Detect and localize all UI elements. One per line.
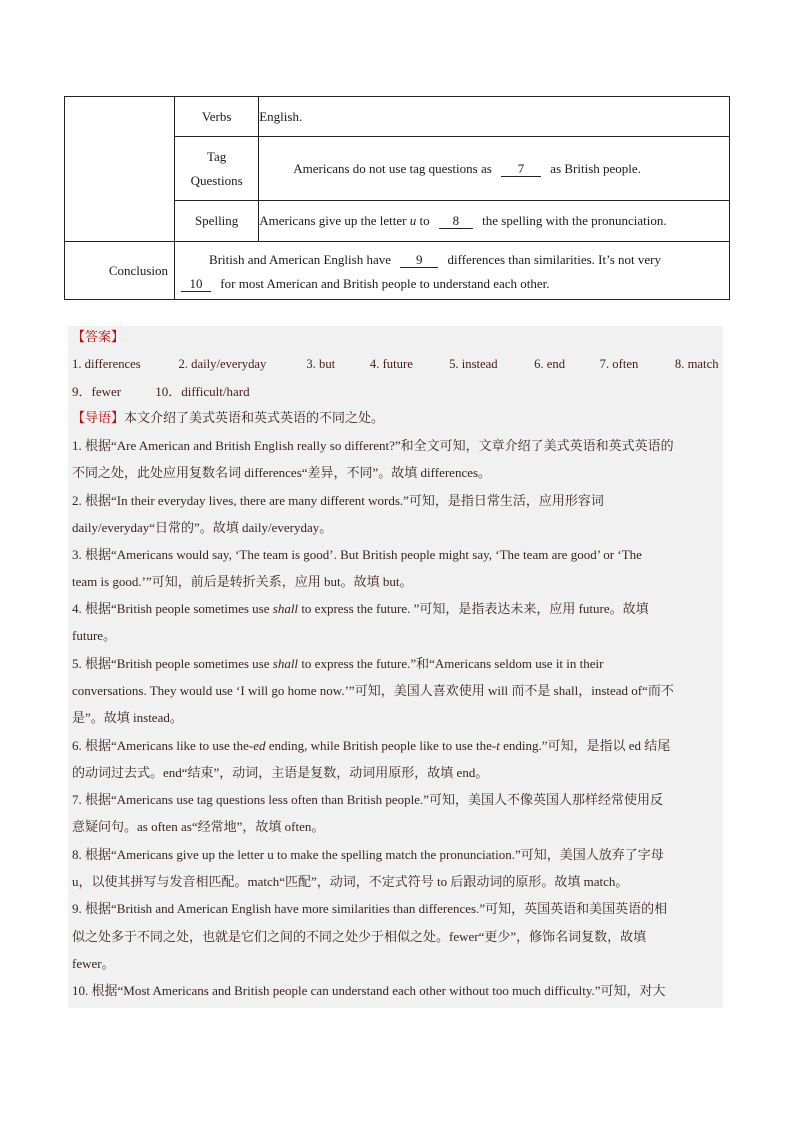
- answer-item: 3. but: [306, 356, 336, 371]
- row-label-verbs: Verbs: [175, 97, 259, 137]
- row-content-verbs: English.: [259, 97, 730, 137]
- sentence-text: as British people.: [550, 160, 641, 176]
- guide-label: 【导语】: [72, 411, 125, 426]
- blank-9: 9: [400, 252, 438, 268]
- sentence-text: for most American and British people to understand each other.: [220, 275, 550, 291]
- blank-10: 10: [181, 276, 211, 292]
- table-row: [65, 97, 730, 137]
- explanation-line: fewer。: [72, 956, 115, 971]
- line-part: to express the future.”和“Americans seldom use it in their: [298, 656, 604, 671]
- answer-item: 1. differences: [72, 356, 141, 371]
- line-part: 4. 根据“British people sometimes use: [72, 601, 273, 616]
- conclusion-text: [175, 246, 729, 296]
- explanation-line: team is good.’”可知，前后是转折关系，应用 but。故填 but。: [72, 574, 413, 589]
- explanation-line: 8. 根据“Americans give up the letter u to make the spelling match the pronunciation.”可知，美国人放弃了字母: [72, 847, 664, 862]
- explanation-line: [72, 736, 670, 756]
- empty-category-cell: [65, 97, 175, 242]
- explanation-line: 9. 根据“British and American English have more similarities than differences.”可知，英国英语和美国英语的相: [72, 901, 668, 916]
- comparison-table: [64, 96, 730, 300]
- row-label-spelling: Spelling: [175, 201, 259, 242]
- explanation-line: conversations. They would use ‘I will go home now.’”可知，美国人喜欢使用 will 而不是 shall，instead of“而不: [72, 683, 674, 698]
- sentence-text: Americans do not use tag questions as: [293, 160, 492, 176]
- line-part: to express the future. ”可知，是指表达未来，应用 future。故填: [298, 601, 649, 616]
- label-line: Tag: [206, 148, 227, 164]
- sentence-text: differences than similarities. It’s not very: [447, 251, 661, 267]
- explanation-line: 3. 根据“Americans would say, ‘The team is good’. But British people might say, ‘The team are good’ or ‘The: [72, 547, 642, 562]
- explanation-line: 不同之处，此处应用复数名词 differences“差异，不同”。故填 differences。: [72, 465, 492, 480]
- line-part-italic: shall: [272, 601, 299, 616]
- sentence-text: Americans give up the letter: [259, 213, 407, 228]
- explanation-line: future。: [72, 628, 117, 643]
- explanation-line: 10. 根据“Most Americans and British people can understand each other without too much difficulty.”可知，对大: [72, 983, 666, 998]
- line-part-italic: ed: [253, 738, 266, 753]
- explanation-line: 2. 根据“In their everyday lives, there are many different words.”可知，是指日常生活，应用形容词: [72, 493, 604, 508]
- answer-list-row: [72, 354, 719, 374]
- explanation-line: 的动词过去式。end“结束”，动词，主语是复数，动词用原形，故填 end。: [72, 765, 489, 780]
- explanation-line: [72, 654, 603, 674]
- line-part-italic: shall: [272, 656, 299, 671]
- letter-u: u: [409, 213, 417, 228]
- answer-item: 6. end: [534, 356, 566, 371]
- answer-item: 4. future: [369, 356, 413, 371]
- row-label-tag-questions: [175, 137, 259, 201]
- row-content-tag-questions: [259, 137, 730, 201]
- answer-header: 【答案】: [72, 330, 125, 345]
- explanation-line: daily/everyday“日常的”。故填 daily/everyday。: [72, 520, 333, 535]
- answer-item: 7. often: [599, 356, 639, 371]
- answer-panel: [68, 326, 723, 1008]
- guide-text: 本文介绍了美式英语和英式英语的不同之处。: [124, 411, 385, 426]
- blank-8: 8: [439, 213, 473, 229]
- blank-7: 7: [501, 161, 541, 177]
- explanation-line: 意疑问句。as often as“经常地”，故填 often。: [72, 819, 325, 834]
- answer-item: 2. daily/everyday: [178, 356, 267, 371]
- answer-list-row: [72, 382, 250, 402]
- conclusion-content: [175, 242, 730, 300]
- line-part: ending, while British people like to use the-: [265, 738, 497, 753]
- sentence-text: to: [419, 213, 430, 228]
- line-part: 5. 根据“British people sometimes use: [72, 656, 273, 671]
- line-part: 6. 根据“Americans like to use the-: [72, 738, 254, 753]
- explanation-line: 是”。故填 instead。: [72, 710, 183, 725]
- explanation-line: [72, 599, 649, 619]
- explanation-line: 7. 根据“Americans use tag questions less often than British people.”可知，美国人不像英国人那样经常使用反: [72, 792, 664, 807]
- table-row: [65, 242, 730, 300]
- conclusion-label: Conclusion: [65, 242, 175, 300]
- explanation-line: 似之处多于不同之处，也就是它们之间的不同之处少于相似之处。fewer“更少”，修饰名词复数，故填: [72, 929, 647, 944]
- row-content-spelling: [259, 201, 730, 242]
- sentence-text: the spelling with the pronunciation.: [482, 213, 667, 228]
- line-part: ending.”可知，是指以 ed 结尾: [499, 738, 671, 753]
- answer-item: 10．difficult/hard: [155, 384, 250, 399]
- answer-item: 5. instead: [449, 356, 498, 371]
- explanation-line: u，以使其拼写与发音相匹配。match“匹配”，动词，不定式符号 to 后跟动词的原形。故填 match。: [72, 874, 629, 889]
- answer-item: 8. match: [674, 356, 719, 371]
- label-line: Questions: [190, 172, 243, 188]
- answer-item: 9．fewer: [72, 384, 122, 399]
- explanation-line: 1. 根据“Are American and British English really so different?”和全文可知，文章介绍了美式英语和英式英语的: [72, 438, 674, 453]
- line-part-italic: t: [496, 738, 500, 753]
- sentence-text: British and American English have: [209, 251, 392, 267]
- guide-line: [72, 409, 384, 429]
